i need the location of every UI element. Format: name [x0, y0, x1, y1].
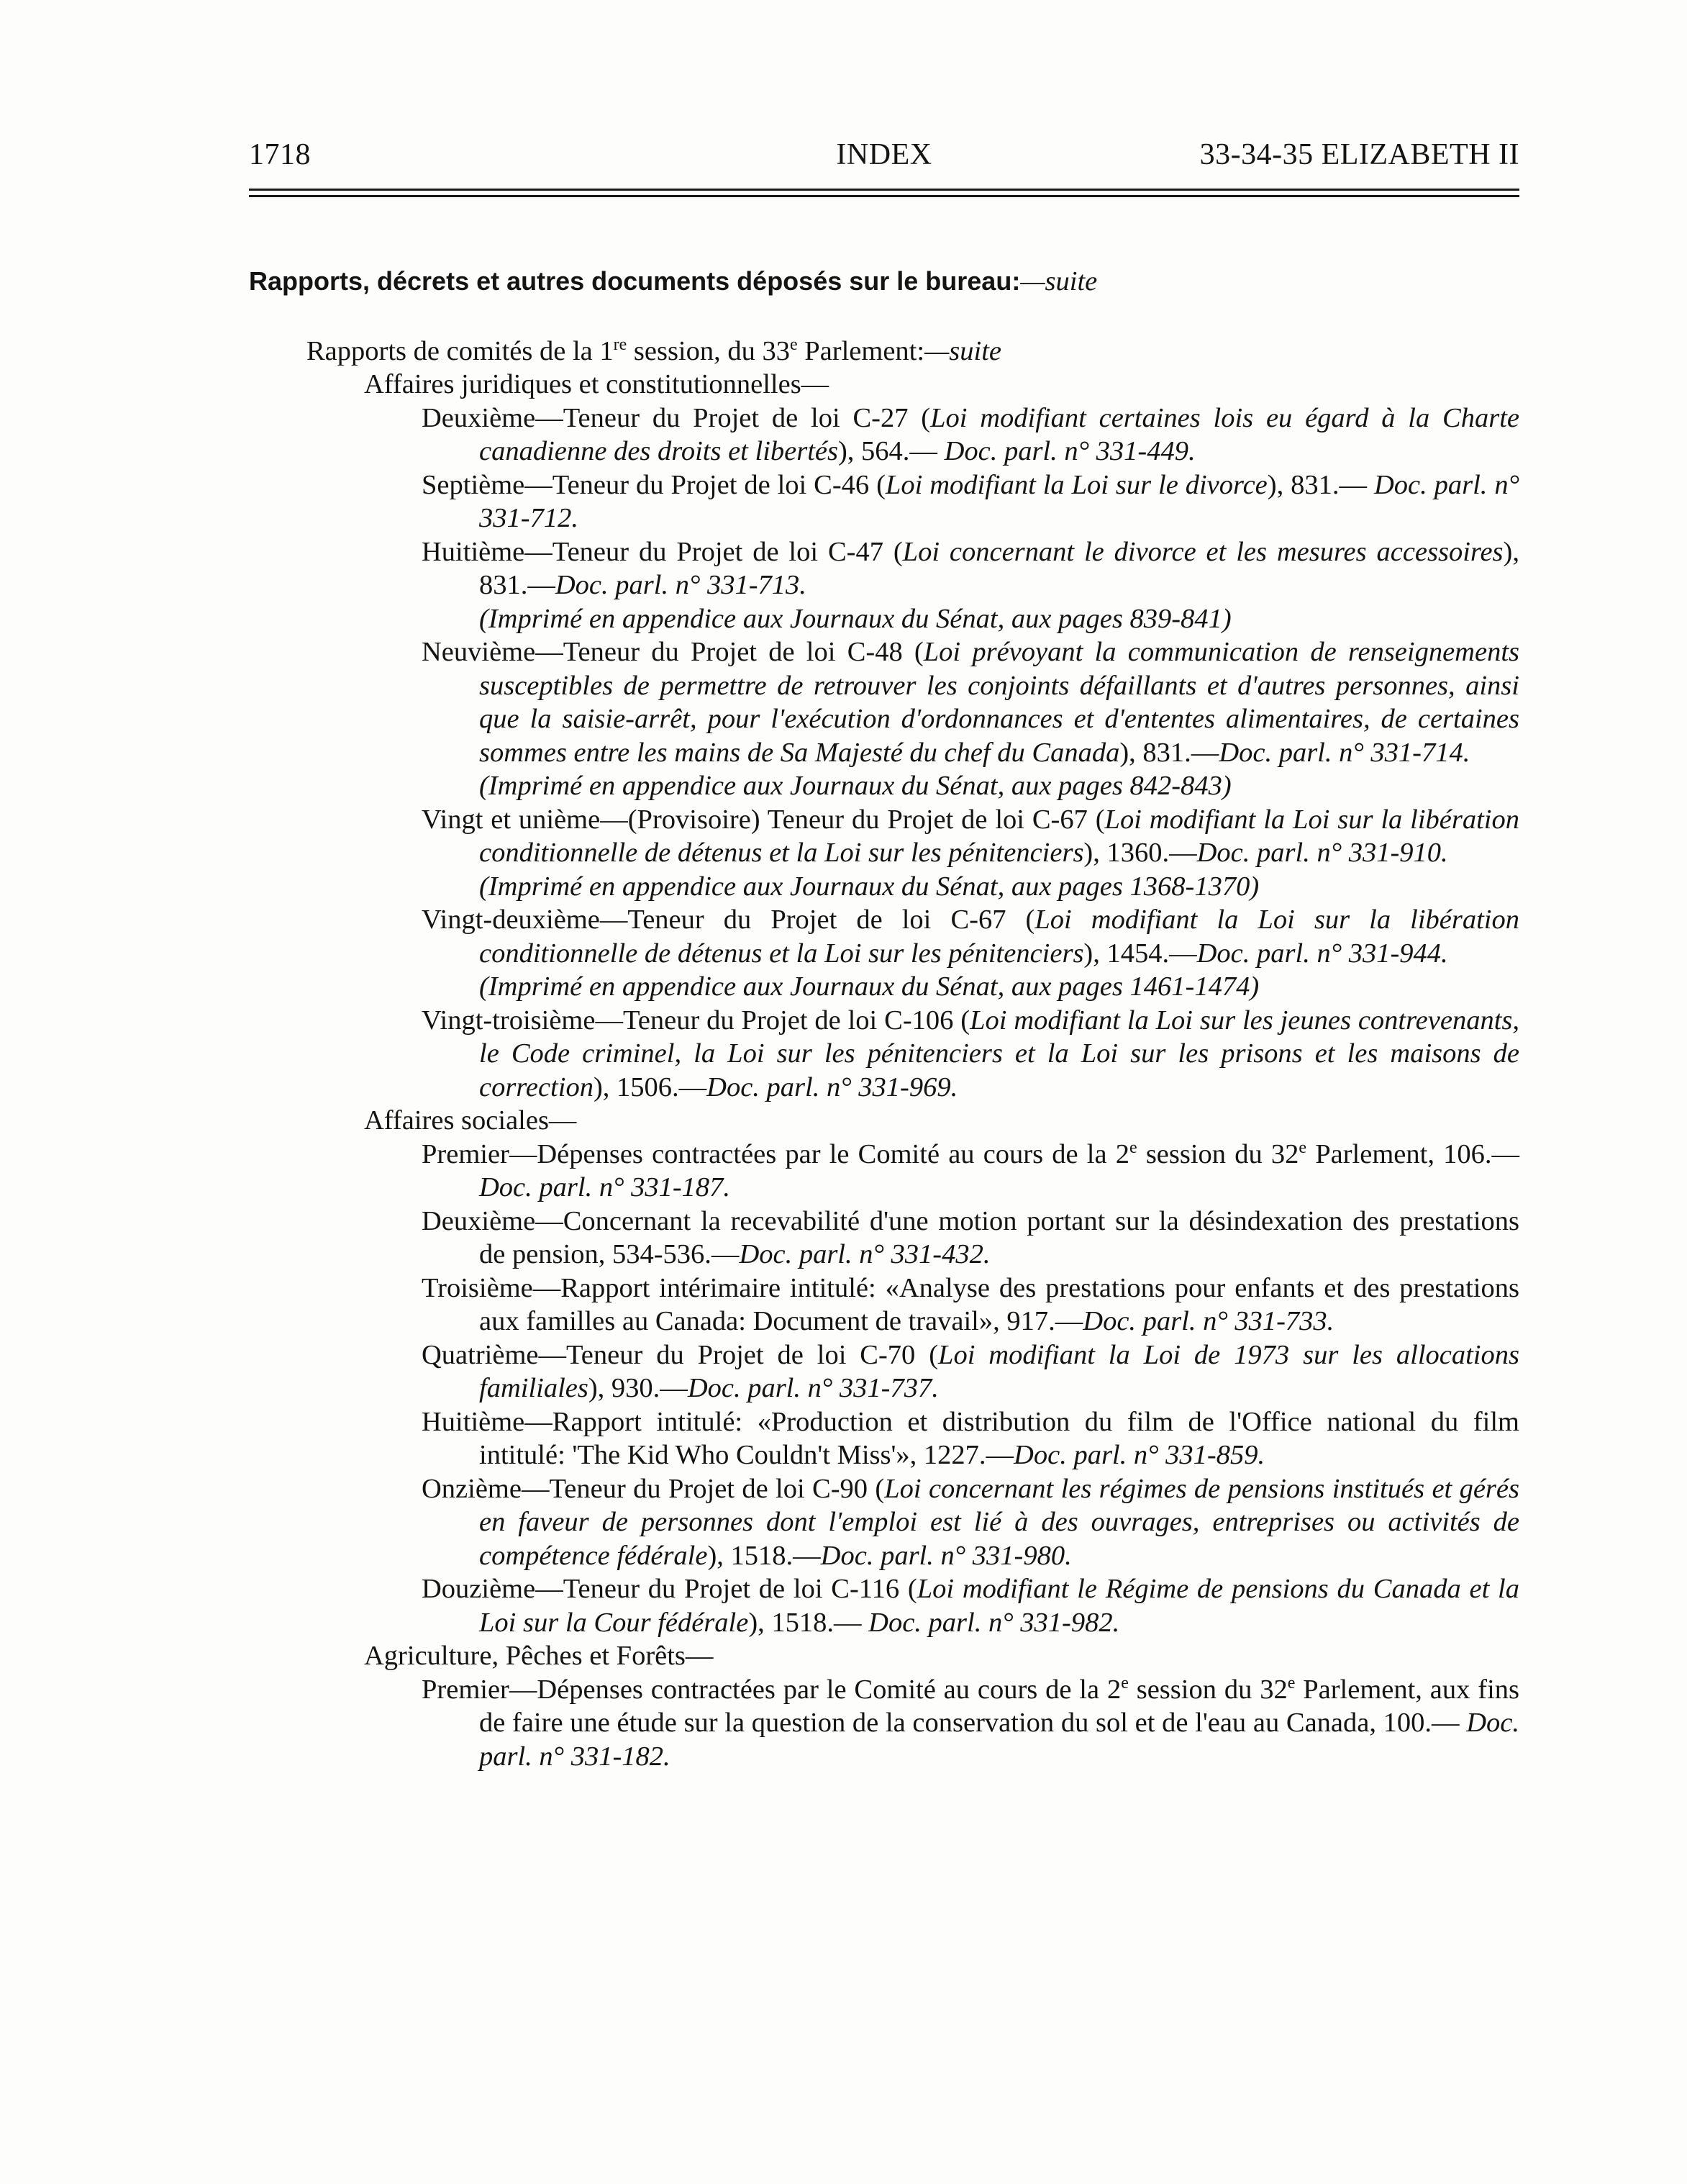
- entry-page-ref: ), 831.—: [479, 536, 1519, 600]
- entry-page-ref: ), 1506.—: [593, 1071, 707, 1102]
- superscript: e: [1129, 1138, 1137, 1157]
- committee-heading: Affaires juridiques et constitutionnelles—: [364, 369, 829, 399]
- doc-reference: Doc. parl. n° 331-187.: [479, 1172, 731, 1202]
- entry-page-ref: ), 1360.—: [1083, 838, 1197, 868]
- bill-title: Loi modifiant certaines lois eu égard à la Charte canadienne des droits et libertés: [479, 402, 1519, 466]
- entry-label: Neuvième—Teneur du Projet de loi C-48 (: [422, 637, 924, 667]
- doc-reference: Doc. parl. n° 331-859.: [1014, 1440, 1265, 1470]
- bill-title: Loi modifiant la Loi sur la libération conditionnelle de détenus et la Loi sur les pénitenciers: [479, 804, 1519, 868]
- entry-label: session du 32: [1128, 1674, 1288, 1705]
- superscript: e: [1287, 1673, 1296, 1693]
- entry-page-ref: ), 930.—: [588, 1373, 688, 1403]
- entry-label: Onzième—Teneur du Projet de loi C-90 (: [422, 1473, 885, 1504]
- entry-page-ref: ), 1518.—: [748, 1607, 869, 1638]
- committee-heading: Affaires sociales—: [364, 1105, 577, 1136]
- session-text: Rapports de comités de la 1: [306, 335, 614, 366]
- appendix-note: [249, 870, 1519, 904]
- appendix-note-text: (Imprimé en appendice aux Journaux du Sénat, aux pages 842-843): [479, 771, 1232, 801]
- committee-heading: Agriculture, Pêches et Forêts—: [364, 1641, 714, 1671]
- entry-page-ref: ), 831.—: [1267, 469, 1374, 500]
- entry-label: Parlement, aux fins de faire une étude sur la question de la conservation du sol et de l'eau au Canada, 100.—: [479, 1674, 1519, 1738]
- doc-reference: Doc. parl. n° 331-432.: [739, 1239, 991, 1269]
- superscript: re: [613, 335, 627, 354]
- bill-title: Loi modifiant la Loi sur les jeunes contrevenants, le Code criminel, la Loi sur les pénitenciers et la Loi sur les prisons et les maisons de correction: [479, 1005, 1519, 1102]
- bill-title: Loi modifiant la Loi sur la libération conditionnelle de détenus et la Loi sur les pénitenciers: [479, 905, 1519, 969]
- index-entry: [249, 1338, 1519, 1405]
- bill-title: Loi prévoyant la communication de renseignements susceptibles de permettre de retrouver les conjoints défaillants et d'autres personnes, ainsi que la saisie-arrêt, pour l'exécution d'ordonnances et d'ententes alimentaires, de certaines sommes entre les mains de Sa Majesté du chef du Canada: [479, 637, 1520, 768]
- appendix-note-text: (Imprimé en appendice aux Journaux du Sénat, aux pages 1368-1370): [479, 871, 1260, 902]
- doc-reference: Doc. parl. n° 331-980.: [820, 1540, 1072, 1571]
- header-rule: [249, 195, 1519, 197]
- index-entry: [249, 903, 1519, 970]
- entry-label: Quatrième—Teneur du Projet de loi C-70 (: [422, 1339, 939, 1370]
- index-entry: [249, 468, 1519, 535]
- index-entry: [249, 1004, 1519, 1105]
- doc-reference: Doc. parl. n° 331-737.: [687, 1373, 939, 1403]
- entry-label: Douzième—Teneur du Projet de loi C-116 (: [422, 1574, 917, 1604]
- entry-label: Premier—Dépenses contractées par le Comité au cours de la 2: [422, 1674, 1122, 1705]
- entry-label: Vingt-deuxième—Teneur du Projet de loi C-67 (: [422, 905, 1035, 935]
- doc-reference: Doc. parl. n° 331-449.: [944, 436, 1196, 466]
- appendix-note: [249, 602, 1519, 636]
- session-suite: —suite: [924, 335, 1002, 366]
- superscript: e: [1121, 1673, 1129, 1693]
- superscript: e: [790, 335, 798, 354]
- header-title: INDEX: [836, 138, 932, 171]
- entry-label: Huitième—Teneur du Projet de loi C-47 (: [422, 536, 903, 567]
- index-body: [249, 265, 1519, 1773]
- index-entry: [249, 402, 1519, 468]
- entry-page-ref: ), 1518.—: [707, 1540, 821, 1571]
- entry-label: Troisième—Rapport intérimaire intitulé: «Analyse des prestations pour enfants et des prestations aux familles au Canada: Document de travail», 917.—: [422, 1272, 1519, 1336]
- doc-reference: Doc. parl. n° 331-182.: [479, 1708, 1519, 1772]
- doc-reference: Doc. parl. n° 331-944.: [1196, 938, 1448, 969]
- bill-title: Loi concernant les régimes de pensions institués et gérés en faveur de personnes dont l'emploi est lié à des ouvrages, entreprises ou activités de compétence fédérale: [479, 1473, 1519, 1571]
- index-entry: [249, 635, 1519, 769]
- index-entry: [249, 803, 1519, 870]
- superscript: e: [1299, 1138, 1307, 1157]
- doc-reference: Doc. parl. n° 331-910.: [1196, 838, 1448, 868]
- entry-label: Deuxième—Concernant la recevabilité d'une motion portant sur la désindexation des prestations de pension, 534-536.—: [422, 1205, 1519, 1269]
- session-heading: [249, 335, 1519, 368]
- index-entry: [249, 1405, 1519, 1472]
- bill-title: Loi modifiant le Régime de pensions du Canada et la Loi sur la Cour fédérale: [479, 1574, 1519, 1638]
- doc-reference: Doc. parl. n° 331-969.: [706, 1071, 958, 1102]
- entry-page-ref: ), 564.—: [837, 436, 945, 466]
- appendix-note: [249, 970, 1519, 1004]
- entry-label: Septième—Teneur du Projet de loi C-46 (: [422, 469, 886, 500]
- bill-title: Loi modifiant la Loi de 1973 sur les allocations familiales: [479, 1339, 1519, 1403]
- entry-page-ref: ), 1454.—: [1083, 938, 1197, 969]
- index-entry: [249, 535, 1519, 602]
- entry-page-ref: ), 831.—: [1119, 737, 1219, 768]
- volume-label: 33-34-35 ELIZABETH II: [1199, 138, 1519, 171]
- doc-reference: Doc. parl. n° 331-982.: [868, 1607, 1120, 1638]
- bill-title: Loi concernant le divorce et les mesures accessoires: [902, 536, 1504, 567]
- entry-label: Deuxième—Teneur du Projet de loi C-27 (: [422, 402, 931, 433]
- doc-reference: Doc. parl. n° 331-713.: [555, 570, 806, 600]
- index-entry: [249, 1472, 1519, 1573]
- doc-reference: Doc. parl. n° 331-712.: [479, 469, 1520, 533]
- appendix-note: [249, 769, 1519, 803]
- entry-label: Vingt et unième—(Provisoire) Teneur du Projet de loi C-67 (: [422, 804, 1105, 835]
- doc-reference: Doc. parl. n° 331-733.: [1083, 1306, 1334, 1336]
- entry-label: Huitième—Rapport intitulé: «Production et distribution du film de l'Office national du film intitulé: 'The Kid Who Couldn't Miss'», 1227.—: [422, 1406, 1519, 1470]
- entry-label: session du 32: [1137, 1138, 1299, 1169]
- index-entry: [249, 1572, 1519, 1639]
- running-header: [249, 133, 1519, 176]
- entry-label: Premier—Dépenses contractées par le Comité au cours de la 2: [422, 1138, 1129, 1169]
- entry-label: Parlement, 106.—: [1306, 1138, 1519, 1169]
- entry-label: Vingt-troisième—Teneur du Projet de loi C-106 (: [422, 1005, 970, 1036]
- session-text: session, du 33: [627, 335, 790, 366]
- index-entry: [249, 1673, 1519, 1774]
- section-suite: —suite: [1020, 266, 1098, 296]
- session-text: Parlement:: [797, 335, 925, 366]
- section-heading: [249, 265, 1519, 299]
- appendix-note-text: (Imprimé en appendice aux Journaux du Sénat, aux pages 839-841): [479, 603, 1232, 634]
- appendix-note-text: (Imprimé en appendice aux Journaux du Sénat, aux pages 1461-1474): [479, 971, 1260, 1002]
- index-entry: [249, 1138, 1519, 1205]
- section-title: Rapports, décrets et autres documents déposés sur le bureau:: [249, 266, 1021, 296]
- bill-title: Loi modifiant la Loi sur le divorce: [885, 469, 1268, 500]
- index-entry: [249, 1205, 1519, 1272]
- index-entry: [249, 1272, 1519, 1338]
- header-rule: [249, 189, 1519, 191]
- doc-reference: Doc. parl. n° 331-714.: [1219, 737, 1470, 768]
- page-number: 1718: [249, 138, 311, 171]
